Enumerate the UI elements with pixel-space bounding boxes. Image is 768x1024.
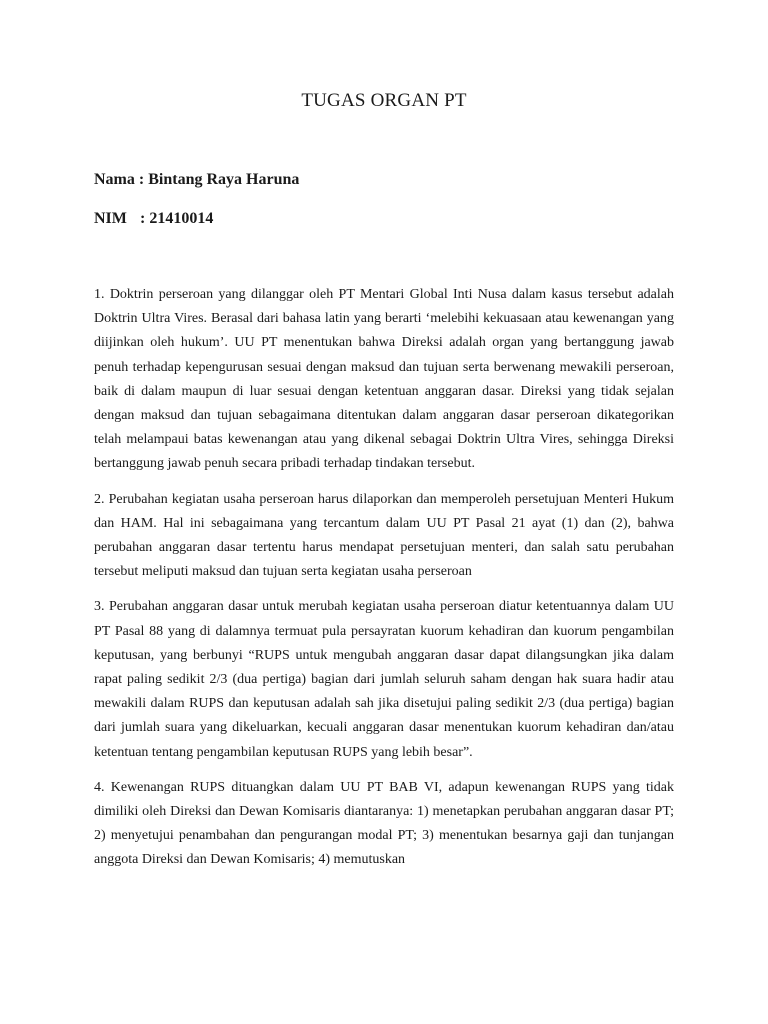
name-label: Nama : <box>94 171 145 188</box>
document-body <box>94 283 674 884</box>
paragraph-4: 4. Kewenangan RUPS dituangkan dalam UU PT BAB VI, adapun kewenangan RUPS yang tidak dimiliki oleh Direksi dan Dewan Komisaris diantaranya: 1) menetapkan perubahan anggaran dasar PT; 2) menyetujui penambahan dan pengurangan modal PT; 3) menentukan besarnya gaji dan tunjangan anggota Direksi dan Dewan Komisaris; 4) memutuskan <box>94 779 674 868</box>
document-title: TUGAS ORGAN PT <box>301 90 467 111</box>
paragraph-3: 3. Perubahan anggaran dasar untuk merubah kegiatan usaha perseroan diatur ketentuannya dalam UU PT Pasal 88 yang di dalamnya termuat pula persayratan kuorum kehadiran dan kuorum pengambilan keputusan, yang berbunyi “RUPS untuk mengubah anggaran dasar dapat dilangsungkan jika dalam rapat paling sedikit 2/3 (dua pertiga) bagian dari jumlah seluruh saham dengan hak suara hadir atau mewakili dalam RUPS dan keputusan adalah sah jika disetujui paling sedikit 2/3 (dua pertiga) bagian dari jumlah suara yang dikeluarkan, kecuali anggaran dasar menentukan kuorum kehadiran dan/atau ketentuan tentang pengambilan keputusan RUPS yang lebih besar”. <box>94 599 674 760</box>
student-id-line <box>94 210 213 228</box>
nim-value: : 21410014 <box>140 210 214 227</box>
nim-label: NIM <box>94 210 127 227</box>
paragraph-2: 2. Perubahan kegiatan usaha perseroan harus dilaporkan dan memperoleh persetujuan Menteri Hukum dan HAM. Hal ini sebagaimana yang tercantum dalam UU PT Pasal 21 ayat (1) dan (2), bahwa perubahan anggaran dasar tertentu harus mendapat persetujuan menteri, dan salah satu perubahan tersebut meliputi maksud dan tujuan serta kegiatan usaha perseroan <box>94 491 674 580</box>
name-value: Bintang Raya Haruna <box>148 171 300 188</box>
student-name-line <box>94 171 299 189</box>
paragraph-1: 1. Doktrin perseroan yang dilanggar oleh PT Mentari Global Inti Nusa dalam kasus tersebut adalah Doktrin Ultra Vires. Berasal dari bahasa latin yang berarti ‘melebihi kekuasaan atau kewenangan yang diijinkan oleh hukum’. UU PT menentukan bahwa Direksi adalah organ yang bertanggung jawab penuh terhadap kepengurusan sesuai dengan maksud dan tujuan serta berwenang mewakili perseroan, baik di dalam maupun di luar sesuai dengan ketentuan anggaran dasar. Direksi yang tidak sejalan dengan maksud dan tujuan sebagaimana ditentukan dalam anggaran dasar perseroan dikategorikan telah melampaui batas kewenangan atau yang dikenal sebagai Doktrin Ultra Vires, sehingga Direksi bertanggung jawab penuh secara pribadi terhadap tindakan tersebut. <box>94 287 674 472</box>
